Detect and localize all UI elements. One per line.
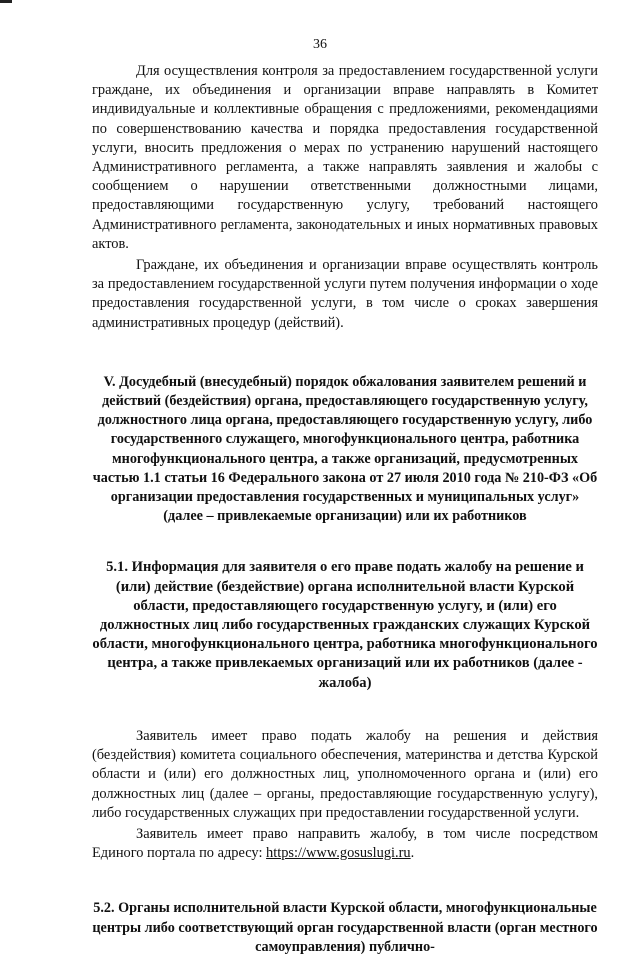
paragraph-control-information: Граждане, их объединения и организации вправе осуществлять контроль за предоставлением государственной услуги путем получения информации о ходе предоставления государственной услуги, в том числе о сроках завершения административных процедур (действий). [92, 257, 598, 331]
gosuslugi-link[interactable]: https://www.gosuslugi.ru [266, 845, 411, 862]
section-5-2-heading: 5.2. Органы исполнительной власти Курской области, многофункциональные центры либо соответствующий орган государственной власти (орган местного самоуправления) публично- [92, 900, 598, 955]
section-5-1-heading: 5.1. Информация для заявителя о его праве подать жалобу на решение и (или) действие (бездействие) органа исполнительной власти Курской области, предоставляющего государственную услугу, и (или) его должностных лиц либо государственных гражданских служащих Курской области, многофункционального центра, работника многофункционального центра, а также привлекаемых организаций или их работников (далее - жалоба) [92, 559, 598, 691]
portal-text: Заявитель имеет право направить жалобу, в том числе посредством Единого портала по адресу: [92, 825, 598, 862]
document-body [92, 62, 598, 957]
paragraph-complaint-right: Заявитель имеет право подать жалобу на решения и действия (бездействия) комитета социального обеспечения, материнства и детства Курской области и (или) его должностных лиц, уполномоченного органа и (или) его должностных лиц (далее – органы, предоставляющие государственную услугу), либо государственных служащих при предоставлении государственной услуги. [92, 727, 598, 821]
section-5-heading: V. Досудебный (внесудебный) порядок обжалования заявителем решений и действий (бездействия) органа, предоставляющего государственную услугу, должностного лица органа, предоставляющего государственную услугу, либо государственного служащего, многофункционального центра, работника многофункционального центра, а также организаций, предусмотренных частью 1.1 статьи 16 Федерального закона от 27 июля 2010 года № 210-ФЗ «Об организации предоставления государственных и муниципальных услуг» (далее – привлекаемые организации) или их работников [92, 373, 598, 525]
portal-text-end: . [410, 845, 415, 862]
paragraph-control-appeals: Для осуществления контроля за предоставлением государственной услуги граждане, их объединения и организации вправе направлять в Комитет индивидуальные и коллективные обращения с предложениями, рекомендациями по совершенствованию качества и порядка предоставления государственной услуги, вносить предложения о мерах по устранению нарушений настоящего Административного регламента, а также направлять заявления и жалобы с сообщением о нарушении ответственными должностными лицами, предоставляющими государственную услугу, требований настоящего Административного регламента, законодательных и иных нормативных правовых актов. [92, 63, 598, 252]
scan-corner-mark [0, 0, 12, 3]
page-number: 36 [313, 37, 327, 52]
paragraph-complaint-portal [92, 825, 598, 863]
